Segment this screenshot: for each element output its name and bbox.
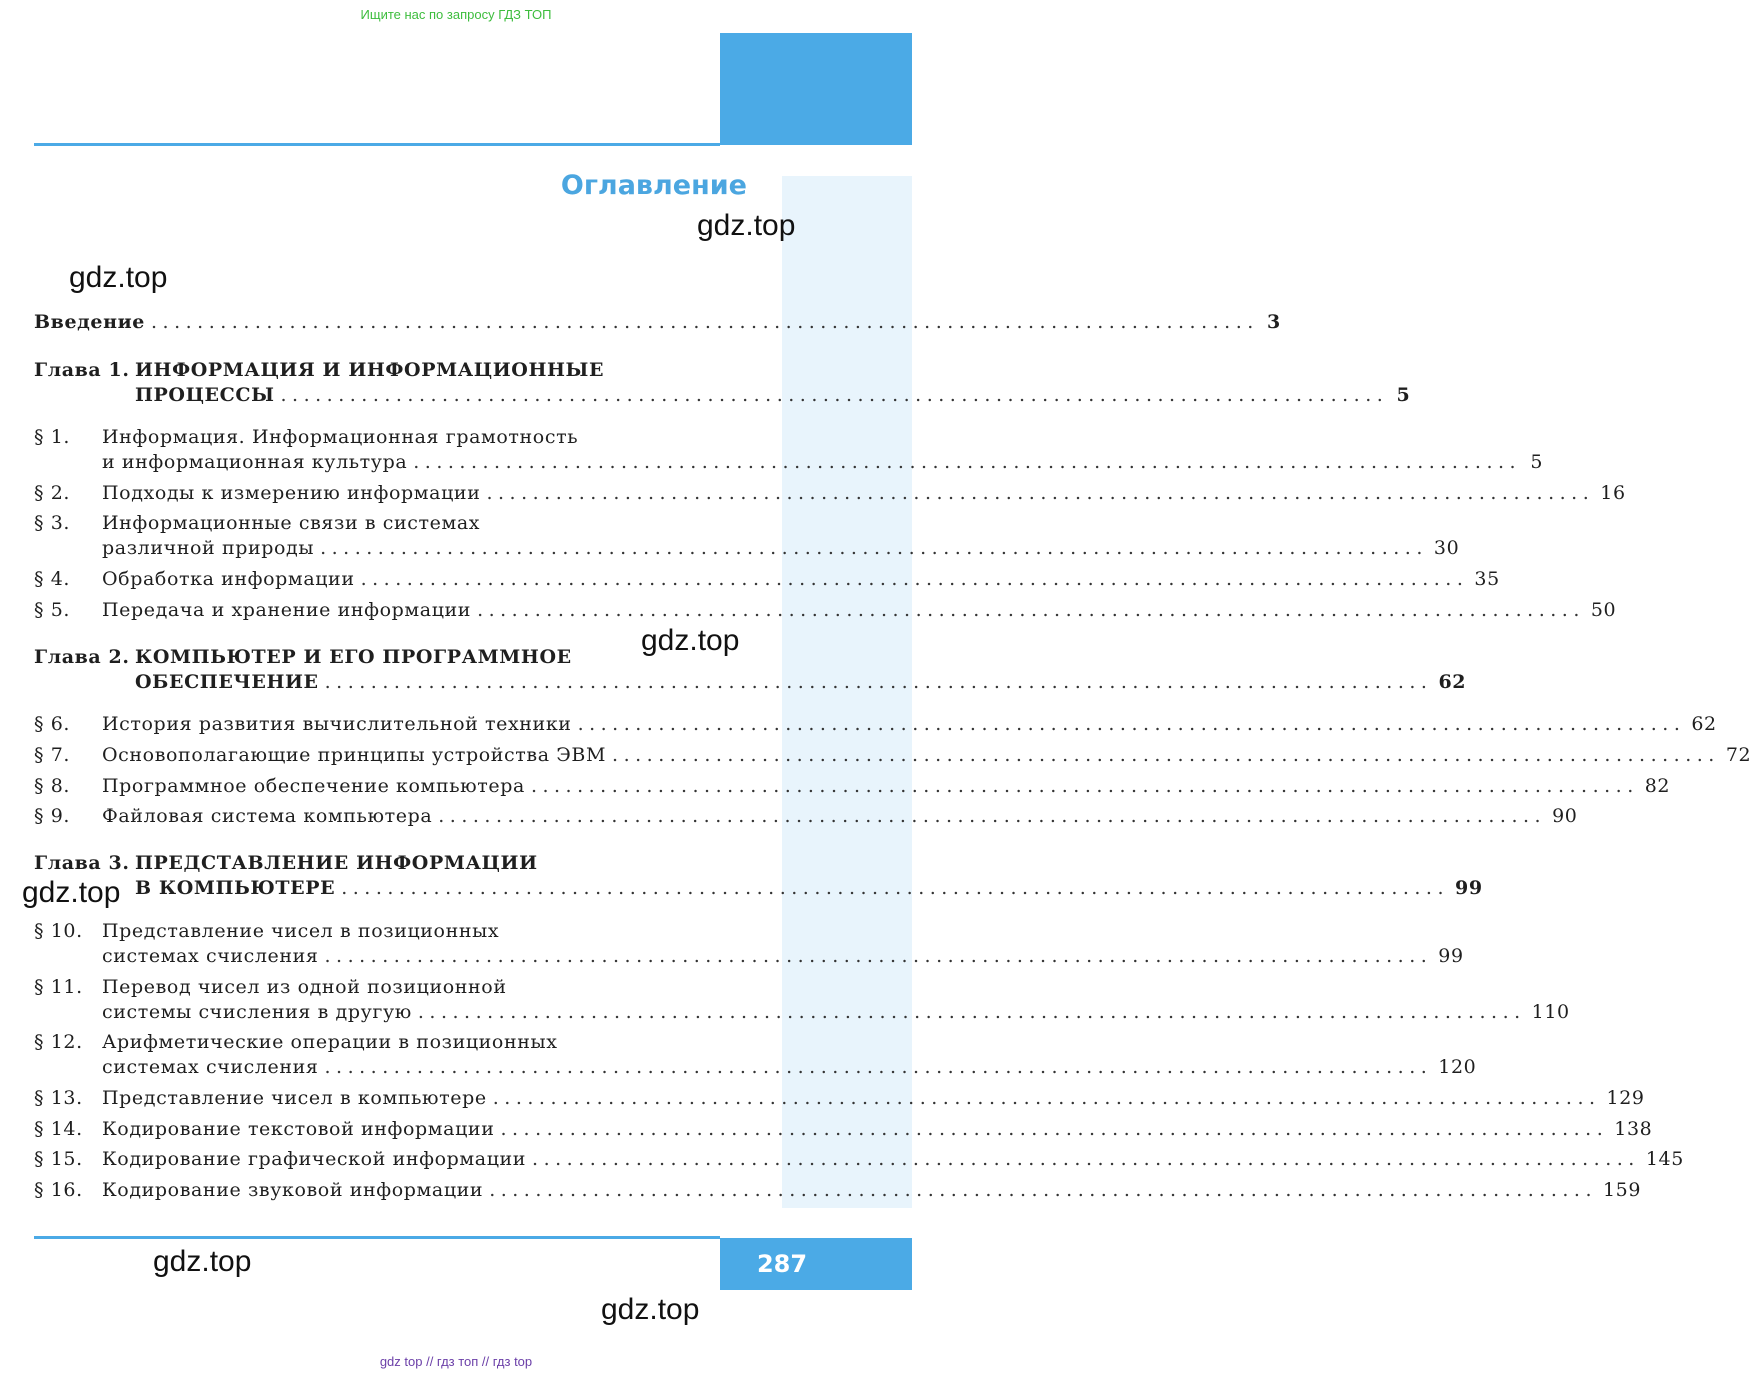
toc-entry[interactable]	[34, 482, 1626, 508]
header-rule	[34, 143, 720, 146]
toc-entry-cont[interactable]	[34, 1056, 1477, 1082]
toc-entry[interactable]	[34, 775, 1671, 801]
leader-dots: ................................................................................................	[324, 945, 1433, 967]
toc-entry-title: Представление чисел в позиционных	[102, 920, 500, 942]
toc-entry[interactable]	[34, 1031, 748, 1057]
toc-page-number: 159	[1602, 1179, 1642, 1201]
toc-entry[interactable]	[34, 568, 1500, 594]
watermark: gdz.top	[69, 261, 168, 294]
leader-dots: ................................................................................................	[151, 311, 1259, 333]
section-number: § 13.	[34, 1087, 83, 1109]
toc-page-number: 30	[1433, 537, 1460, 559]
toc-entry-intro[interactable]	[34, 311, 1281, 337]
section-number: § 5.	[34, 599, 71, 621]
toc-entry-title: Перевод чисел из одной позиционной	[102, 976, 507, 998]
toc-page-number: 90	[1552, 805, 1578, 827]
toc-page-number: 99	[1438, 945, 1464, 967]
toc-page-number: 120	[1438, 1056, 1477, 1078]
leader-dots: ................................................................................................	[438, 805, 1547, 827]
footer-rule	[34, 1236, 720, 1239]
leader-dots: ................................................................................................	[500, 1118, 1609, 1140]
toc-page-number: 5	[1530, 451, 1544, 473]
toc-page-number: 62	[1691, 713, 1717, 735]
toc-entry-title: Кодирование текстовой информации	[102, 1118, 495, 1140]
chapter-title: ОБЕСПЕЧЕНИЕ	[135, 671, 319, 693]
chapter-label: Глава 1.	[34, 359, 130, 381]
leader-dots: ................................................................................................	[577, 713, 1686, 735]
section-number: § 3.	[34, 512, 71, 534]
section-number: § 7.	[34, 744, 71, 766]
section-number: § 6.	[34, 713, 71, 735]
leader-dots: ................................................................................................	[324, 1056, 1433, 1078]
toc-page-number: 138	[1614, 1118, 1653, 1140]
toc-entry[interactable]	[34, 512, 748, 538]
chapter-label: Глава 3.	[34, 852, 130, 874]
toc-entry-cont[interactable]	[34, 945, 1464, 971]
chapter-heading[interactable]	[34, 359, 748, 385]
toc-entry-title: Арифметические операции в позиционных	[102, 1031, 558, 1053]
toc-page-number: 99	[1455, 877, 1483, 899]
toc-entry-title: Обработка информации	[102, 568, 355, 590]
toc-entry[interactable]	[34, 713, 1717, 739]
toc-entry-cont[interactable]	[34, 537, 1460, 563]
section-number: § 2.	[34, 482, 71, 504]
toc-page-number: 5	[1396, 384, 1411, 406]
watermark: gdz.top	[601, 1293, 700, 1326]
chapter-title: ПРЕДСТАВЛЕНИЕ ИНФОРМАЦИИ	[135, 852, 538, 874]
toc-entry[interactable]	[34, 426, 748, 452]
toc-entry[interactable]	[34, 599, 1617, 625]
toc-entry[interactable]	[34, 1118, 1653, 1144]
leader-dots: ................................................................................................	[486, 482, 1595, 504]
toc-page-number: 72	[1725, 744, 1751, 766]
toc-entry-title: Основополагающие принципы устройства ЭВМ	[102, 744, 607, 766]
section-number: § 16.	[34, 1179, 83, 1201]
leader-dots: ................................................................................................	[477, 599, 1585, 621]
chapter-heading-cont[interactable]	[34, 384, 1411, 410]
toc-entry-title: и информационная культура	[102, 451, 408, 473]
toc-page-number: 50	[1590, 599, 1617, 621]
toc-page-number: 3	[1266, 311, 1281, 333]
toc-entry-title: Подходы к измерению информации	[102, 482, 481, 504]
section-number: § 4.	[34, 568, 71, 590]
leader-dots: ................................................................................................	[612, 744, 1720, 766]
toc-page-number: 129	[1606, 1087, 1645, 1109]
leader-dots: ................................................................................................	[417, 1001, 1526, 1023]
section-number: § 8.	[34, 775, 71, 797]
toc-entry-title: Программное обеспечение компьютера	[102, 775, 525, 797]
leader-dots: ................................................................................................	[341, 877, 1450, 899]
toc-entry-title: Информационные связи в системах	[102, 512, 481, 534]
leader-dots: ................................................................................................	[320, 537, 1428, 559]
toc-entry[interactable]	[34, 1087, 1645, 1113]
chapter-title: В КОМПЬЮТЕРЕ	[135, 877, 336, 899]
chapter-label: Глава 2.	[34, 646, 130, 668]
toc-page-number: 145	[1645, 1148, 1684, 1170]
toc-entry[interactable]	[34, 805, 1578, 831]
chapter-heading[interactable]	[34, 852, 748, 878]
toc-entry-title: Введение	[34, 311, 145, 333]
toc-entry-title: Представление чисел в компьютере	[102, 1087, 487, 1109]
section-number: § 12.	[34, 1031, 83, 1053]
leader-dots: ................................................................................................	[530, 775, 1639, 797]
leader-dots: ................................................................................................	[280, 384, 1389, 406]
leader-dots: ................................................................................................	[532, 1148, 1640, 1170]
leader-dots: ................................................................................................	[492, 1087, 1601, 1109]
toc-page-number: 35	[1474, 568, 1500, 590]
page-title: Оглавление	[560, 170, 747, 201]
chapter-title: ИНФОРМАЦИЯ И ИНФОРМАЦИОННЫЕ	[135, 359, 605, 381]
toc-entry-cont[interactable]	[34, 1001, 1570, 1027]
toc-page-number: 16	[1600, 482, 1626, 504]
toc-entry[interactable]	[34, 976, 748, 1002]
toc-entry-title: Кодирование графической информации	[102, 1148, 527, 1170]
leader-dots: ................................................................................................	[324, 671, 1433, 693]
toc-entry-title: История развития вычислительной техники	[102, 713, 572, 735]
toc-entry-title: системах счисления	[102, 1056, 319, 1078]
toc-entry-title: различной природы	[102, 537, 315, 559]
chapter-heading-cont[interactable]	[34, 671, 1467, 697]
watermark: gdz.top	[641, 624, 740, 657]
chapter-heading[interactable]	[34, 646, 748, 672]
section-number: § 15.	[34, 1148, 83, 1170]
toc-entry[interactable]	[34, 744, 1751, 770]
bottom-banner: gdz top // гдз топ // гдз top	[379, 1354, 533, 1369]
toc-entry-title: Файловая система компьютера	[102, 805, 433, 827]
toc-entry-cont[interactable]	[34, 451, 1544, 477]
leader-dots: ................................................................................................	[413, 451, 1522, 473]
top-banner: Ищите нас по запросу ГДЗ ТОП	[360, 7, 552, 22]
watermark: gdz.top	[22, 876, 121, 909]
toc-entry-title: Кодирование звуковой информации	[102, 1179, 484, 1201]
toc-page-number: 82	[1644, 775, 1671, 797]
toc-entry-title: Передача и хранение информации	[102, 599, 472, 621]
section-number: § 14.	[34, 1118, 83, 1140]
toc-page-number: 62	[1438, 671, 1467, 693]
section-number: § 1.	[34, 426, 71, 448]
toc-entry[interactable]	[34, 920, 748, 946]
leader-dots: ................................................................................................	[360, 568, 1469, 590]
page-number-box	[720, 1238, 912, 1290]
toc-entry-title: системы счисления в другую	[102, 1001, 412, 1023]
toc-entry[interactable]	[34, 1179, 1642, 1205]
toc-entry-title: системах счисления	[102, 945, 319, 967]
chapter-title: КОМПЬЮТЕР И ЕГО ПРОГРАММНОЕ	[135, 646, 572, 668]
section-number: § 11.	[34, 976, 83, 998]
leader-dots: ................................................................................................	[489, 1179, 1597, 1201]
chapter-title: ПРОЦЕССЫ	[135, 384, 275, 406]
page-number: 287	[756, 1250, 808, 1278]
toc-page-number: 110	[1531, 1001, 1570, 1023]
section-number: § 9.	[34, 805, 71, 827]
watermark: gdz.top	[153, 1245, 252, 1278]
toc-entry[interactable]	[34, 1148, 1684, 1174]
chapter-heading-cont[interactable]	[34, 877, 1483, 903]
section-number: § 10.	[34, 920, 83, 942]
watermark: gdz.top	[697, 209, 796, 242]
header-color-block	[720, 33, 912, 145]
toc-entry-title: Информация. Информационная грамотность	[102, 426, 579, 448]
